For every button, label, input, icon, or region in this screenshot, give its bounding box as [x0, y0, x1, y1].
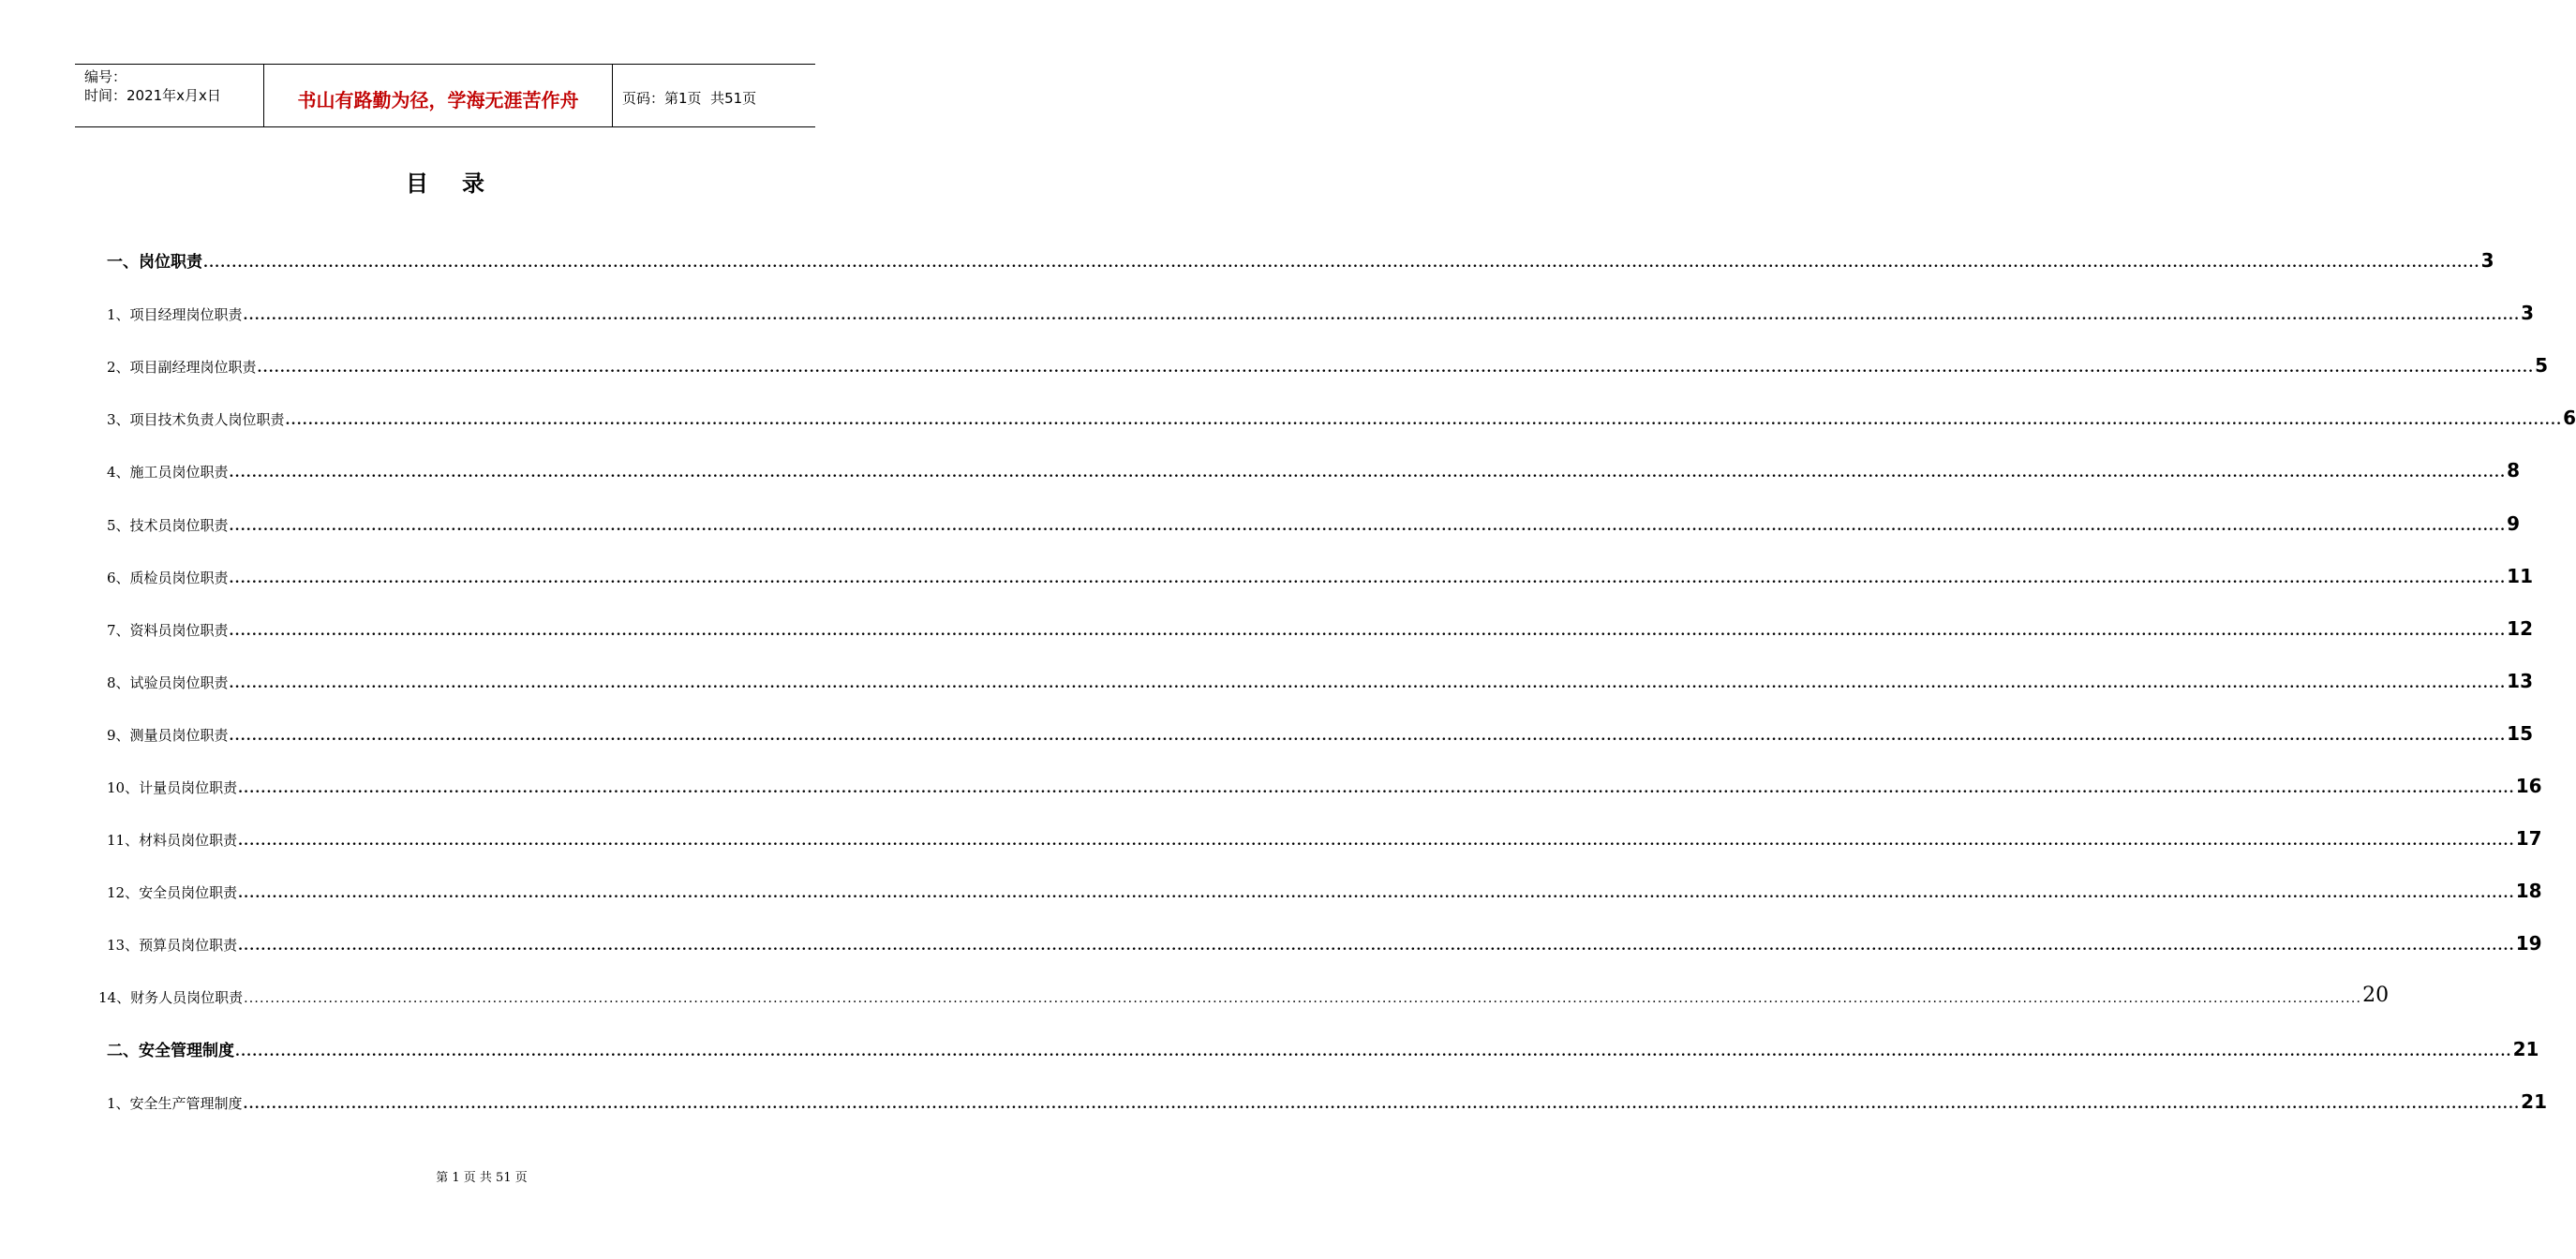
- toc-entry-page: 5: [2535, 354, 2549, 378]
- toc-dot-leader: ................................................................................................................................................................................................................................................................................................................................................................................................................: [203, 256, 2480, 271]
- toc-entry[interactable]: [107, 666, 2533, 692]
- toc-dot-leader: ................................................................................................................................................................................................................................................................................................................................................................................................................: [229, 728, 2507, 744]
- toc-dot-leader: ................................................................................................................................................................................................................................................................................................................................................................................................................: [243, 1096, 2521, 1112]
- toc-entry-page: 18: [2515, 880, 2542, 903]
- toc-entry[interactable]: [107, 350, 2549, 378]
- toc-entry-label: 4、施工员岗位职责: [107, 464, 229, 481]
- toc-entry[interactable]: [107, 771, 2542, 797]
- number-label: 编号：: [84, 68, 127, 85]
- toc-entry-page: 19: [2515, 932, 2542, 955]
- footer-page-number: 第 1 页 共 51 页: [436, 1171, 528, 1185]
- toc-entry-label: 一、岗位职责: [107, 253, 202, 272]
- toc-entry-page: 12: [2507, 616, 2533, 640]
- toc-dot-leader: ................................................................................................................................................................................................................................................................................................................................................................................................................: [244, 991, 2362, 1007]
- toc-dot-leader: ................................................................................................................................................................................................................................................................................................................................................................................................................: [229, 570, 2507, 586]
- toc-dot-leader: ................................................................................................................................................................................................................................................................................................................................................................................................................: [285, 413, 2563, 429]
- toc-entry-page: 17: [2515, 827, 2542, 851]
- toc-dot-leader: ................................................................................................................................................................................................................................................................................................................................................................................................................: [238, 781, 2515, 796]
- toc-entry-label: 二、安全管理制度: [107, 1041, 234, 1060]
- toc-entry-page: 11: [2507, 564, 2533, 587]
- toc-dot-leader: ................................................................................................................................................................................................................................................................................................................................................................................................................: [238, 886, 2515, 902]
- toc-entry-page: 9: [2507, 511, 2521, 535]
- toc-entry-page: 3: [2480, 249, 2494, 272]
- toc-entry-label: 13、预算员岗位职责: [107, 937, 238, 955]
- page-header: [75, 64, 815, 127]
- toc-entry[interactable]: [107, 718, 2533, 745]
- toc-dot-leader: ................................................................................................................................................................................................................................................................................................................................................................................................................: [229, 518, 2507, 534]
- toc-entry[interactable]: [107, 561, 2533, 587]
- toc-entry[interactable]: [107, 455, 2521, 482]
- toc-entry-page: 21: [2521, 1089, 2547, 1113]
- toc-entry[interactable]: [107, 1034, 2539, 1060]
- toc-entry-label: 12、安全员岗位职责: [107, 884, 238, 902]
- toc-entry[interactable]: [107, 298, 2535, 325]
- toc-entry-page: 8: [2507, 459, 2521, 482]
- toc-entry-label: 1、安全生产管理制度: [107, 1094, 243, 1112]
- time-label: 时间：2021年x月x日: [84, 87, 221, 104]
- toc-entry[interactable]: [98, 981, 2390, 1008]
- toc-entry-label: 6、质检员岗位职责: [107, 569, 229, 586]
- toc-entry-page: 15: [2507, 721, 2533, 745]
- toc-entry-label: 1、项目经理岗位职责: [107, 306, 243, 324]
- toc-entry[interactable]: [107, 614, 2533, 640]
- toc-dot-leader: ................................................................................................................................................................................................................................................................................................................................................................................................................: [229, 675, 2507, 691]
- page-info-text: 页码：第1页 共51页: [622, 89, 757, 107]
- toc-entry[interactable]: [107, 1087, 2547, 1113]
- toc-dot-leader: ................................................................................................................................................................................................................................................................................................................................................................................................................: [229, 623, 2507, 639]
- toc-entry-page: 13: [2507, 669, 2533, 692]
- toc-entry-label: 7、资料员岗位职责: [107, 621, 229, 639]
- toc-entry[interactable]: [107, 245, 2494, 272]
- toc-dot-leader: ................................................................................................................................................................................................................................................................................................................................................................................................................: [229, 466, 2507, 481]
- toc-entry-label: 2、项目副经理岗位职责: [107, 359, 257, 377]
- header-meta: [75, 65, 263, 126]
- toc-dot-leader: ................................................................................................................................................................................................................................................................................................................................................................................................................: [243, 308, 2521, 324]
- toc-entry-label: 14、财务人员岗位职责: [98, 989, 244, 1007]
- toc-entry-page: 16: [2515, 775, 2542, 797]
- page-footer: [0, 1167, 890, 1185]
- toc-dot-leader: ................................................................................................................................................................................................................................................................................................................................................................................................................: [238, 834, 2515, 850]
- toc-entry-label: 11、材料员岗位职责: [107, 832, 238, 850]
- toc-entry-page: 20: [2362, 984, 2390, 1008]
- toc-entry-label: 10、计量员岗位职责: [107, 779, 238, 796]
- toc-entry-page: 21: [2512, 1037, 2539, 1060]
- toc-entry-label: 9、测量员岗位职责: [107, 726, 229, 744]
- toc-dot-leader: ................................................................................................................................................................................................................................................................................................................................................................................................................: [238, 939, 2515, 955]
- toc-entry[interactable]: [107, 403, 2576, 430]
- toc-entry-label: 3、项目技术负责人岗位职责: [107, 411, 285, 429]
- header-motto: 书山有路勤为径，学海无涯苦作舟: [263, 65, 613, 126]
- toc-entry[interactable]: [107, 928, 2542, 955]
- toc-entry[interactable]: [107, 876, 2542, 903]
- toc-entry[interactable]: [107, 823, 2542, 851]
- toc-entry-page: 6: [2563, 407, 2576, 430]
- header-page-info: [613, 65, 815, 126]
- toc-entry-label: 5、技术员岗位职责: [107, 516, 229, 534]
- toc-entry[interactable]: [107, 509, 2521, 535]
- toc-dot-leader: ................................................................................................................................................................................................................................................................................................................................................................................................................: [257, 361, 2535, 377]
- toc-dot-leader: ................................................................................................................................................................................................................................................................................................................................................................................................................: [235, 1044, 2512, 1059]
- toc-title: 目录: [406, 170, 518, 197]
- toc-entry-page: 3: [2521, 302, 2535, 325]
- toc-entry-label: 8、试验员岗位职责: [107, 674, 229, 691]
